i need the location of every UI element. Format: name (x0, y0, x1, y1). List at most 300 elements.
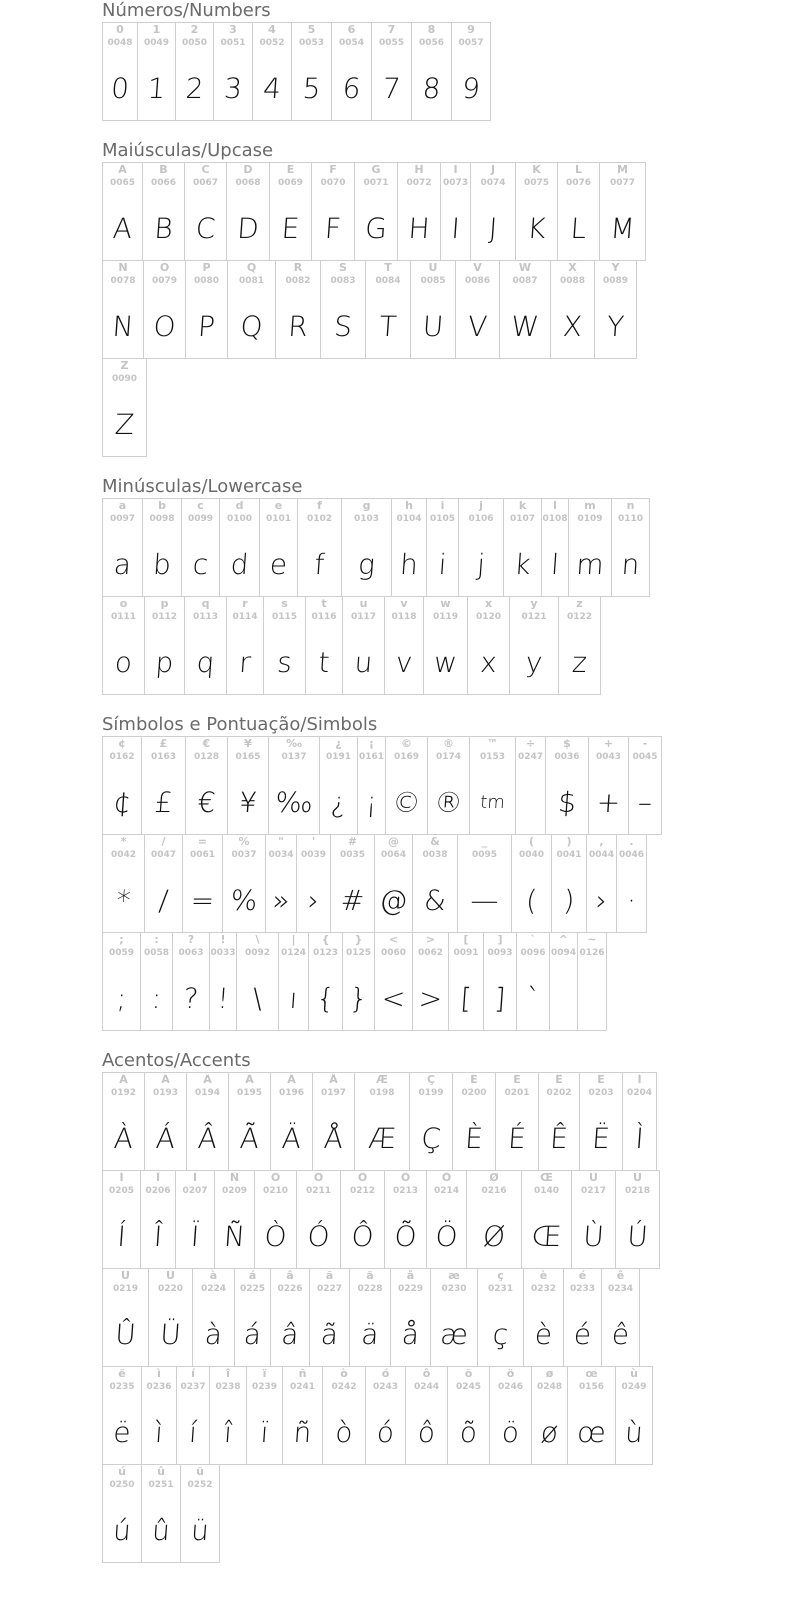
character-code: 0073 (442, 178, 469, 188)
glyph-sample: õ (458, 1416, 479, 1449)
glyph-sample: } (348, 982, 369, 1015)
character-label: 4 (268, 24, 276, 36)
glyph-cell (172, 932, 210, 1031)
character-code: 0043 (595, 752, 622, 762)
glyph-cell (412, 932, 449, 1031)
character-code: 0072 (406, 178, 432, 188)
character-code: 0122 (566, 612, 593, 622)
glyph-cell (185, 736, 228, 835)
character-label: , (599, 836, 604, 848)
glyph-sample: ñ (292, 1416, 313, 1449)
glyph-cell (275, 260, 321, 359)
character-code: 0252 (187, 1480, 213, 1490)
glyph-cell (615, 1366, 653, 1465)
glyph-sample: E (280, 212, 301, 245)
character-label: ø (545, 1368, 554, 1380)
glyph-sample: Æ (367, 1122, 397, 1155)
glyph-sample (576, 969, 608, 1029)
glyph-cell (423, 596, 468, 695)
character-label: ö (506, 1368, 515, 1380)
character-label: Ä (287, 1074, 296, 1086)
glyph-cell (384, 1170, 427, 1269)
glyph-cell (558, 596, 601, 695)
character-label: £ (159, 738, 168, 750)
glyph-cell (440, 162, 471, 261)
glyph-cell (586, 834, 617, 933)
glyph-sample: ( (524, 884, 539, 917)
character-code: 0156 (578, 1382, 605, 1392)
character-code: 0086 (464, 276, 491, 286)
glyph-sample: Õ (393, 1220, 418, 1253)
glyph-sample: é (572, 1318, 593, 1351)
glyph-cell (209, 932, 237, 1031)
glyph-sample: * (115, 884, 132, 917)
character-label: k (518, 500, 527, 512)
glyph-cell (516, 932, 550, 1031)
glyph-sample: / (157, 884, 170, 917)
glyph-cell (331, 22, 372, 121)
glyph-sample: â (280, 1318, 300, 1351)
glyph-cell (599, 162, 646, 261)
glyph-sample: Ã (238, 1122, 261, 1155)
glyph-sample: 7 (381, 72, 402, 105)
character-code: 0200 (461, 1088, 487, 1098)
character-label: d (235, 500, 244, 512)
glyph-cell (214, 1170, 255, 1269)
glyph-cell (571, 1170, 616, 1269)
glyph-cell (102, 22, 138, 121)
character-label: B (159, 164, 168, 176)
character-label: m (584, 500, 596, 512)
character-label: Ü (166, 1270, 175, 1282)
glyph-cell (265, 834, 297, 933)
glyph-cell (142, 498, 182, 597)
character-label: ' (311, 836, 316, 848)
glyph-sample: ò (334, 1416, 354, 1449)
glyph-sample: tm (479, 792, 506, 813)
glyph-cell (410, 260, 456, 359)
character-code: 0076 (565, 178, 592, 188)
character-label: y (530, 598, 538, 610)
character-code: 0070 (320, 178, 346, 188)
glyph-sample: h (399, 548, 420, 581)
glyph-sample: o (113, 646, 134, 679)
glyph-sample: < (380, 982, 407, 1015)
glyph-sample: Ï (189, 1220, 201, 1253)
glyph-cell (489, 1366, 532, 1465)
character-code: 0203 (588, 1088, 614, 1098)
character-label: O (159, 262, 170, 274)
glyph-sample: Ô (350, 1220, 375, 1253)
character-label: 1 (152, 24, 161, 36)
glyph-sample: Y (605, 310, 626, 343)
section-title: Símbolos e Pontuação/Simbols (102, 714, 378, 735)
character-code: 0075 (523, 178, 550, 188)
character-label: Í (119, 1172, 124, 1184)
character-code: 0048 (107, 38, 133, 48)
character-code: 0234 (607, 1284, 634, 1294)
glyph-sample: V (466, 310, 489, 343)
glyph-sample: — (469, 884, 500, 917)
character-code: 0107 (509, 514, 536, 524)
character-code: 0204 (626, 1088, 653, 1098)
character-label: õ (464, 1368, 473, 1380)
glyph-cell (412, 834, 458, 933)
glyph-sample: ï (259, 1416, 270, 1449)
glyph-sample: J (487, 212, 499, 245)
glyph-cell (354, 1072, 410, 1171)
glyph-sample: ı (288, 982, 299, 1015)
character-code: 0233 (569, 1284, 596, 1294)
character-code: 0095 (471, 850, 498, 860)
glyph-cell (296, 1170, 341, 1269)
glyph-sample: A (111, 212, 134, 245)
character-label: ` (530, 934, 536, 946)
glyph-cell (175, 1170, 215, 1269)
glyph-sample: » (271, 884, 291, 917)
glyph-sample: à (203, 1318, 224, 1351)
character-label: Û (121, 1270, 130, 1282)
character-code: 0169 (393, 752, 420, 762)
glyph-sample: î (222, 1416, 234, 1449)
glyph-sample: Å (322, 1122, 345, 1155)
glyph-sample: : (150, 982, 163, 1015)
character-code: 0174 (435, 752, 462, 762)
character-code: 0249 (621, 1382, 647, 1392)
character-label: Ë (597, 1074, 605, 1086)
character-code: 0097 (109, 514, 136, 524)
glyph-sample: [ (459, 982, 473, 1015)
glyph-cell (296, 834, 331, 933)
glyph-sample: y (524, 646, 544, 679)
character-code: 0251 (148, 1480, 174, 1490)
glyph-sample: ® (433, 786, 464, 819)
character-label: ê (616, 1270, 625, 1282)
character-label: ¿ (335, 738, 342, 750)
glyph-sample: l (549, 548, 561, 581)
glyph-cell (184, 596, 227, 695)
glyph-sample: P (196, 310, 217, 343)
character-code: 0123 (312, 948, 339, 958)
character-label: R (293, 262, 303, 274)
character-label: i (440, 500, 445, 512)
character-code: 0096 (520, 948, 546, 958)
glyph-sample: q (195, 646, 216, 679)
character-label: Ò (270, 1172, 281, 1184)
glyph-sample: ¢ (111, 786, 133, 819)
glyph-sample: – (636, 786, 654, 819)
character-code: 0050 (181, 38, 208, 48)
glyph-cell (427, 736, 470, 835)
character-label: t (321, 598, 327, 610)
character-code: 0060 (380, 948, 407, 958)
character-code: 0212 (349, 1186, 376, 1196)
glyph-sample: £ (153, 786, 174, 819)
glyph-cell (615, 1170, 660, 1269)
character-label: ó (381, 1368, 390, 1380)
glyph-cell (405, 1366, 448, 1465)
character-label: & (430, 836, 440, 848)
glyph-cell (140, 932, 173, 1031)
glyph-sample: È (464, 1122, 485, 1155)
character-label: Ú (633, 1172, 642, 1184)
glyph-cell (451, 22, 491, 121)
character-code: 0236 (146, 1382, 172, 1392)
glyph-sample: Ñ (222, 1220, 247, 1253)
character-label: $ (563, 738, 571, 750)
glyph-sample: w (432, 646, 459, 679)
character-label: ú (118, 1466, 126, 1478)
character-code: 0219 (112, 1284, 139, 1294)
glyph-sample: U (421, 310, 445, 343)
character-code: 0207 (182, 1186, 208, 1196)
glyph-sample: 2 (184, 72, 205, 105)
glyph-sample: s (276, 646, 293, 679)
glyph-sample: B (153, 212, 174, 245)
glyph-sample: m (575, 548, 605, 581)
character-label: ‰ (286, 738, 302, 750)
character-code: 0235 (109, 1382, 135, 1392)
character-label: Ñ (229, 1172, 240, 1184)
glyph-cell (622, 1072, 657, 1171)
character-label: Â (203, 1074, 212, 1086)
glyph-cell (495, 1072, 539, 1171)
character-label: \ (255, 934, 260, 946)
glyph-cell (309, 1268, 350, 1367)
character-label: ù (630, 1368, 638, 1380)
character-label: e (274, 500, 283, 512)
glyph-sample: Q (239, 310, 264, 343)
glyph-cell (452, 1072, 496, 1171)
character-label: v (400, 598, 408, 610)
character-code: 0034 (268, 850, 294, 860)
glyph-sample: Ö (434, 1220, 459, 1253)
glyph-cell (426, 498, 459, 597)
character-code: 0239 (251, 1382, 278, 1392)
glyph-sample: k (513, 548, 532, 581)
character-code: 0084 (375, 276, 401, 286)
character-label: é (578, 1270, 587, 1282)
character-code: 0114 (232, 612, 258, 622)
character-code: 0128 (193, 752, 220, 762)
character-code: 0055 (378, 38, 405, 48)
character-label: Ö (441, 1172, 452, 1184)
character-label: M (617, 164, 628, 176)
character-code: 0198 (369, 1088, 395, 1098)
character-label: C (201, 164, 210, 176)
glyph-cell (184, 162, 227, 261)
character-code: 0106 (468, 514, 494, 524)
glyph-cell (144, 834, 183, 933)
character-label: ç (497, 1270, 504, 1282)
character-code: 0232 (530, 1284, 557, 1294)
glyph-cell (341, 498, 392, 597)
glyph-cell (102, 1072, 145, 1171)
character-code: 0118 (391, 612, 417, 622)
character-label: ï (262, 1368, 267, 1380)
character-code: 0041 (556, 850, 582, 860)
character-code: 0058 (143, 948, 170, 958)
character-label: u (359, 598, 368, 610)
character-code: 0051 (220, 38, 246, 48)
glyph-sample: C (194, 212, 217, 245)
glyph-cell (384, 596, 424, 695)
glyph-sample: 0 (109, 72, 131, 105)
character-label: G (371, 164, 381, 176)
character-label: j (479, 500, 483, 512)
glyph-cell (102, 358, 147, 457)
glyph-sample: 8 (421, 72, 442, 105)
glyph-cell (550, 260, 595, 359)
character-label: Ã (245, 1074, 254, 1086)
character-code: 0229 (397, 1284, 424, 1294)
glyph-sample: p (154, 646, 175, 679)
character-label: _ (481, 836, 488, 848)
glyph-cell (269, 162, 312, 261)
character-label: Õ (400, 1172, 411, 1184)
character-label: Q (246, 262, 257, 274)
glyph-sample: \ (251, 982, 264, 1015)
glyph-cell (483, 932, 517, 1031)
character-label: { (321, 934, 330, 946)
character-label: Æ (376, 1074, 388, 1086)
character-code: 0088 (559, 276, 586, 286)
section-title: Acentos/Accents (102, 1050, 251, 1071)
glyph-cell (523, 1268, 564, 1367)
character-code: 0201 (504, 1088, 530, 1098)
character-label: Ê (555, 1074, 563, 1086)
character-label: ¢ (118, 738, 126, 750)
character-label: ü (196, 1466, 204, 1478)
glyph-sample: € (196, 786, 217, 819)
character-code: 0092 (244, 948, 271, 958)
glyph-cell (291, 22, 332, 121)
character-label: n (626, 500, 635, 512)
character-label: " (278, 836, 284, 848)
character-code: 0109 (577, 514, 603, 524)
character-label: N (118, 262, 128, 274)
glyph-cell (385, 736, 428, 835)
glyph-sample: = (189, 884, 216, 917)
glyph-sample: L (569, 212, 588, 245)
character-label: x (484, 598, 493, 610)
character-code: 0217 (580, 1186, 607, 1196)
character-code: 0199 (418, 1088, 444, 1098)
glyph-cell (143, 260, 186, 359)
glyph-cell (219, 498, 260, 597)
character-label: ò (340, 1368, 348, 1380)
character-label: ( (528, 836, 535, 848)
glyph-cell (102, 834, 145, 933)
character-code: 0101 (265, 514, 292, 524)
glyph-sample: ¿ (329, 786, 348, 819)
glyph-cell (611, 498, 650, 597)
glyph-sample: ì (153, 1416, 165, 1449)
character-code: 0044 (588, 850, 615, 860)
character-label: à (209, 1270, 218, 1282)
character-label: ^ (558, 934, 569, 946)
glyph-cell (577, 932, 607, 1031)
character-code: 0089 (602, 276, 629, 286)
character-code: 0104 (396, 514, 422, 524)
character-code: 0093 (487, 948, 513, 958)
character-label: © (401, 738, 412, 750)
glyph-cell (228, 1072, 271, 1171)
glyph-cell (102, 498, 143, 597)
character-code: 0068 (235, 178, 261, 188)
character-code: 0066 (150, 178, 177, 188)
character-code: 0112 (151, 612, 178, 622)
glyph-sample: N (111, 310, 135, 343)
glyph-sample: M (609, 212, 636, 245)
glyph-cell (227, 260, 276, 359)
glyph-sample: + (595, 786, 622, 819)
glyph-sample: 4 (261, 72, 283, 105)
character-code: 0091 (453, 948, 479, 958)
glyph-cell (141, 736, 186, 835)
glyph-cell (144, 596, 185, 695)
glyph-sample: œ (576, 1416, 608, 1449)
glyph-sample: Z (113, 408, 136, 441)
character-label: Ø (489, 1172, 499, 1184)
character-label: â (286, 1270, 294, 1282)
glyph-cell (319, 736, 358, 835)
character-code: 0193 (152, 1088, 179, 1098)
character-label: + (603, 738, 614, 750)
character-code: 0218 (624, 1186, 651, 1196)
character-label: Ï (192, 1172, 198, 1184)
glyph-cell (259, 498, 298, 597)
glyph-cell (140, 1170, 176, 1269)
character-label: ¥ (244, 738, 252, 750)
glyph-cell (538, 1072, 580, 1171)
character-code: 0052 (259, 38, 285, 48)
character-code: 0126 (579, 948, 605, 958)
character-code: 0220 (157, 1284, 184, 1294)
character-code: 0057 (458, 38, 484, 48)
character-label: É (513, 1074, 521, 1086)
character-label: Ó (313, 1172, 324, 1184)
glyph-cell (192, 1268, 235, 1367)
character-code: 0045 (632, 752, 658, 762)
glyph-cell (349, 1268, 391, 1367)
glyph-sample (548, 969, 579, 1029)
character-code: 0039 (300, 850, 327, 860)
glyph-cell (102, 596, 145, 695)
glyph-cell (182, 834, 223, 933)
glyph-sample: ; (115, 982, 128, 1015)
glyph-sample: t (317, 646, 331, 679)
character-label: ! (220, 934, 226, 946)
glyph-sample: D (236, 212, 260, 245)
glyph-sample: ã (319, 1318, 340, 1351)
character-code: 0247 (517, 752, 544, 762)
glyph-cell (305, 596, 343, 695)
character-label: > (425, 934, 436, 946)
character-code: 0214 (433, 1186, 460, 1196)
glyph-cell (616, 834, 647, 933)
glyph-cell (594, 260, 637, 359)
character-label: ~ (587, 934, 597, 946)
character-code: 0165 (235, 752, 261, 762)
glyph-cell (515, 162, 558, 261)
character-code: 0080 (193, 276, 220, 286)
glyph-sample: á (242, 1318, 263, 1351)
character-label: s (281, 598, 288, 610)
character-code: 0037 (231, 850, 257, 860)
character-code: 0056 (418, 38, 445, 48)
glyph-sample: Ü (159, 1318, 182, 1351)
